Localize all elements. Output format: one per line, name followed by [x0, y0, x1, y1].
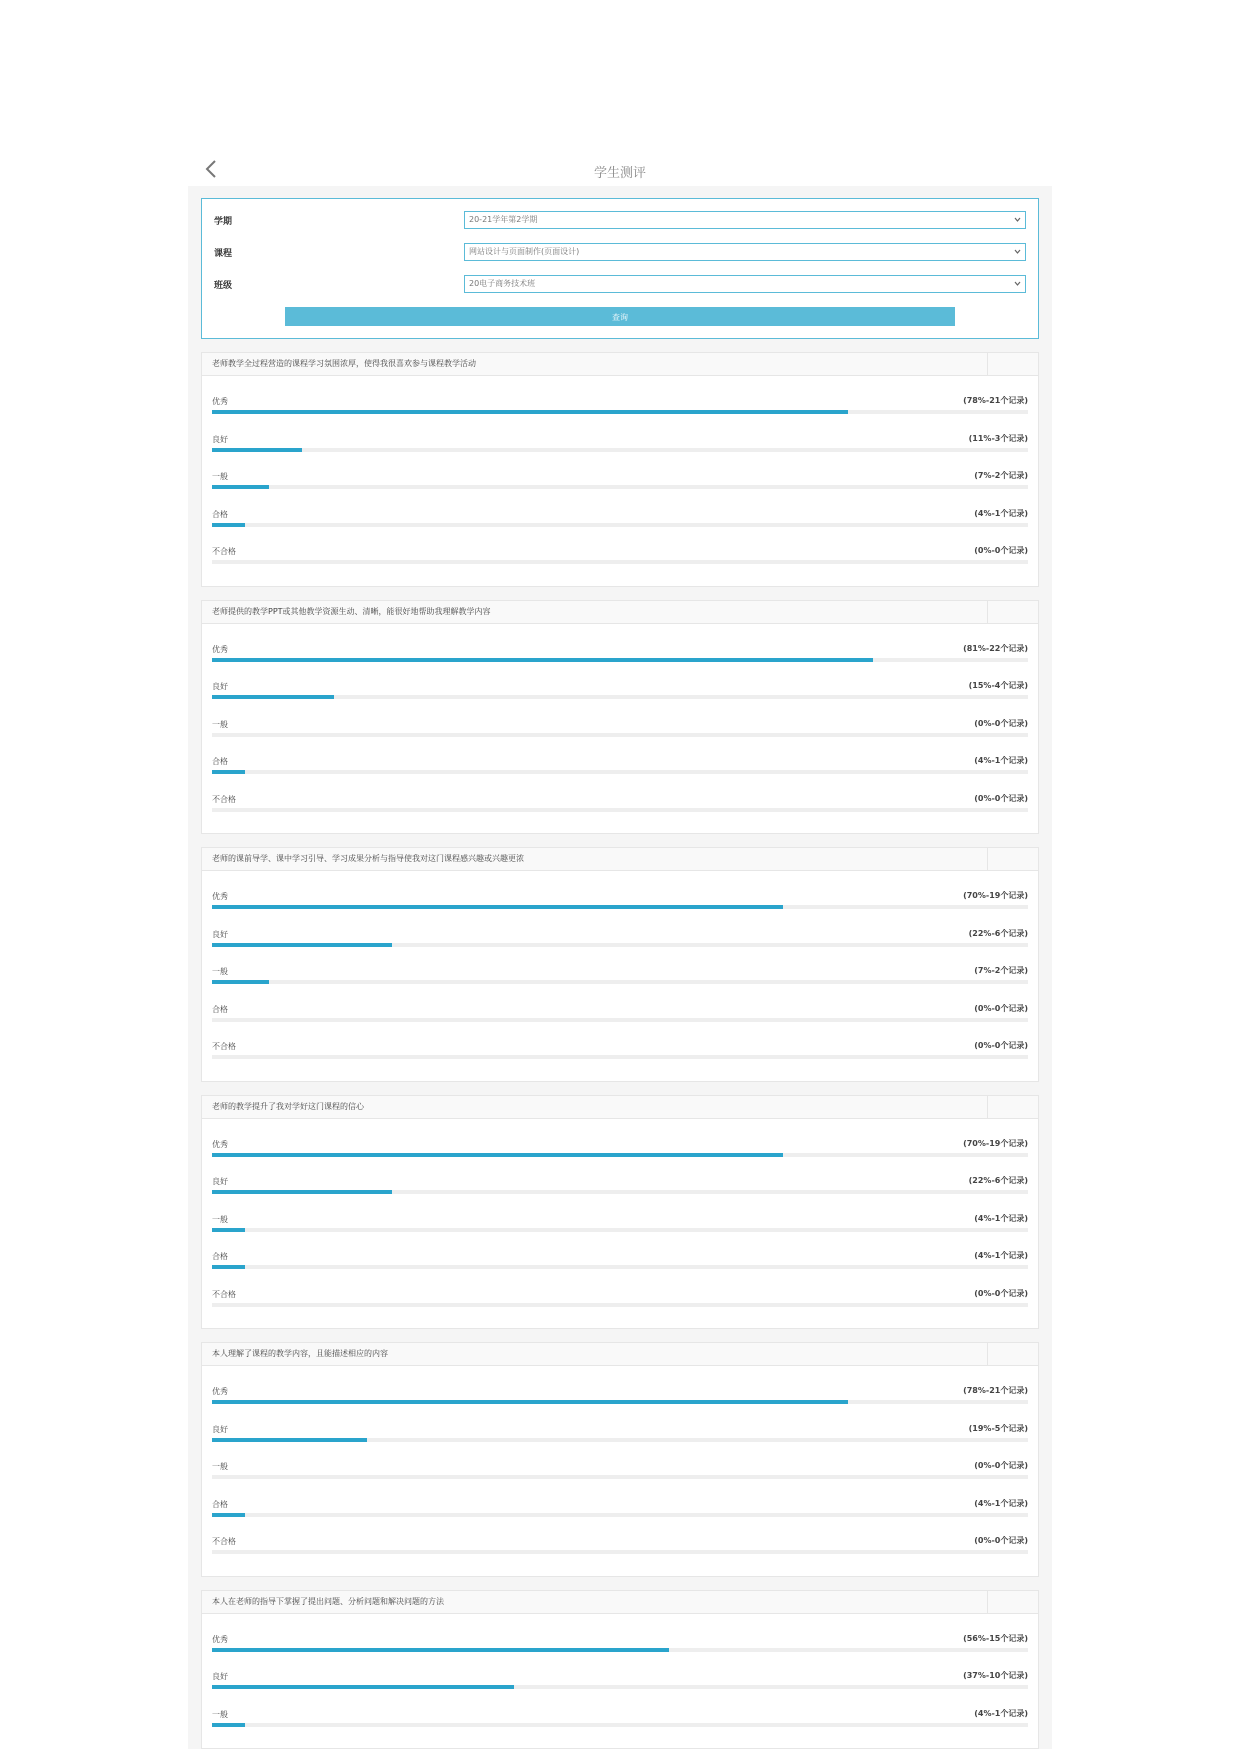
progress-fill — [212, 980, 269, 984]
rating-stat: (0%-0个记录) — [974, 1536, 1028, 1545]
rating-stat: (56%-15个记录) — [963, 1633, 1028, 1643]
progress-fill — [212, 658, 873, 662]
rating-list — [202, 624, 1038, 820]
progress-fill — [212, 695, 334, 699]
rating-row — [212, 384, 1028, 422]
rating-row — [212, 879, 1028, 917]
course-select[interactable] — [464, 243, 1026, 261]
content-area — [188, 186, 1052, 1749]
progress-fill — [212, 1153, 783, 1157]
term-select-value: 20-21学年第2学期 — [469, 215, 538, 224]
rating-stat: (0%-0个记录) — [974, 1003, 1028, 1013]
term-select[interactable] — [464, 211, 1026, 229]
progress-track — [212, 485, 1028, 489]
question-title — [202, 353, 1038, 376]
rating-stat: (4%-1个记录) — [974, 508, 1028, 518]
top-bar — [188, 150, 1052, 186]
progress-track — [212, 1550, 1028, 1554]
query-button[interactable]: 查询 — [285, 307, 955, 326]
rating-list — [202, 1366, 1038, 1562]
rating-label: 良好 — [212, 1672, 228, 1681]
progress-fill — [212, 1190, 392, 1194]
rating-label: 优秀 — [212, 644, 228, 654]
progress-track — [212, 1400, 1028, 1404]
question-title-text: 老师的教学提升了我对学好这门课程的信心 — [212, 1101, 364, 1111]
rating-stat: (0%-0个记录) — [974, 718, 1028, 728]
rating-row — [212, 1239, 1028, 1277]
question-title — [202, 601, 1038, 624]
rating-label: 良好 — [212, 1424, 228, 1434]
rating-list — [202, 1614, 1038, 1735]
question-header-cell — [987, 1096, 1038, 1118]
rating-stat: (78%-21个记录) — [963, 396, 1028, 405]
progress-track — [212, 733, 1028, 737]
rating-label: 一般 — [212, 1214, 228, 1224]
question-title — [202, 1096, 1038, 1119]
progress-track — [212, 808, 1028, 812]
question-title — [202, 1343, 1038, 1366]
rating-stat: (0%-0个记录) — [974, 1041, 1028, 1050]
progress-fill — [212, 905, 783, 909]
progress-track — [212, 980, 1028, 984]
chevron-down-icon — [1014, 217, 1021, 223]
chevron-down-icon — [1014, 281, 1021, 287]
rating-stat: (4%-1个记录) — [974, 1498, 1028, 1508]
progress-fill — [212, 410, 848, 414]
progress-track — [212, 1228, 1028, 1232]
rating-row — [212, 1487, 1028, 1525]
rating-label: 不合格 — [212, 794, 236, 804]
question-card — [201, 600, 1039, 835]
rating-row — [212, 1164, 1028, 1202]
rating-label: 不合格 — [212, 1537, 236, 1546]
progress-track — [212, 1018, 1028, 1022]
rating-row — [212, 669, 1028, 707]
rating-stat: (7%-2个记录) — [974, 471, 1028, 480]
rating-label: 一般 — [212, 719, 228, 729]
progress-track — [212, 1685, 1028, 1689]
rating-label: 合格 — [212, 1499, 228, 1509]
rating-stat: (0%-0个记录) — [974, 1288, 1028, 1298]
progress-fill — [212, 1438, 367, 1442]
rating-row — [212, 707, 1028, 745]
progress-track — [212, 943, 1028, 947]
question-list — [201, 352, 1039, 1749]
question-title — [202, 848, 1038, 871]
rating-row — [212, 954, 1028, 992]
progress-fill — [212, 448, 302, 452]
rating-row — [212, 1659, 1028, 1697]
rating-stat: (19%-5个记录) — [968, 1423, 1028, 1433]
progress-track — [212, 1438, 1028, 1442]
rating-row — [212, 459, 1028, 497]
progress-track — [212, 1513, 1028, 1517]
question-title-text: 老师教学全过程营造的课程学习氛围浓厚，使得我很喜欢参与课程教学活动 — [212, 359, 476, 368]
rating-label: 不合格 — [212, 547, 236, 556]
progress-fill — [212, 1648, 669, 1652]
question-title-text: 老师的课前导学、课中学习引导、学习成果分析与指导使我对这门课程感兴趣或兴趣更浓 — [212, 854, 524, 863]
progress-track — [212, 695, 1028, 699]
filter-panel — [201, 198, 1039, 339]
progress-track — [212, 1265, 1028, 1269]
rating-label: 一般 — [212, 1709, 228, 1719]
rating-row — [212, 1697, 1028, 1735]
rating-stat: (15%-4个记录) — [968, 681, 1028, 690]
rating-stat: (70%-19个记录) — [963, 1138, 1028, 1148]
rating-list — [202, 1119, 1038, 1315]
progress-track — [212, 770, 1028, 774]
progress-track — [212, 1055, 1028, 1059]
class-select[interactable] — [464, 275, 1026, 293]
rating-stat: (4%-1个记录) — [974, 1213, 1028, 1223]
rating-stat: (22%-6个记录) — [968, 1176, 1028, 1185]
rating-row — [212, 1127, 1028, 1165]
class-select-value: 20电子商务技术班 — [469, 279, 536, 288]
question-title-text: 老师提供的教学PPT或其他教学资源生动、清晰，能很好地帮助我理解教学内容 — [212, 606, 491, 616]
rating-row — [212, 534, 1028, 572]
progress-fill — [212, 943, 392, 947]
question-header-cell — [987, 1343, 1038, 1365]
question-card — [201, 352, 1039, 587]
progress-fill — [212, 1400, 848, 1404]
rating-label: 良好 — [212, 1177, 228, 1186]
question-title — [202, 1591, 1038, 1614]
progress-track — [212, 1723, 1028, 1727]
question-title-text: 本人在老师的指导下掌握了提出问题、分析问题和解决问题的方法 — [212, 1596, 444, 1606]
rating-label: 一般 — [212, 472, 228, 481]
progress-track — [212, 410, 1028, 414]
question-card — [201, 847, 1039, 1082]
rating-label: 合格 — [212, 757, 228, 766]
course-select-value: 网站设计与页面制作(页面设计) — [469, 247, 580, 256]
progress-fill — [212, 1685, 514, 1689]
rating-row — [212, 1412, 1028, 1450]
rating-label: 一般 — [212, 967, 228, 976]
progress-track — [212, 560, 1028, 564]
question-card — [201, 1342, 1039, 1577]
progress-fill — [212, 1513, 245, 1517]
page-title: 学生测评 — [593, 166, 646, 181]
progress-track — [212, 1190, 1028, 1194]
chevron-down-icon — [1014, 249, 1021, 255]
question-title-text: 本人理解了课程的教学内容，且能描述相应的内容 — [212, 1349, 388, 1358]
rating-stat: (11%-3个记录) — [968, 433, 1028, 443]
question-header-cell — [987, 1591, 1038, 1613]
progress-track — [212, 1648, 1028, 1652]
term-label: 学期 — [214, 217, 233, 227]
rating-stat: (78%-21个记录) — [963, 1386, 1028, 1395]
rating-label: 优秀 — [212, 1387, 228, 1396]
rating-row — [212, 1374, 1028, 1412]
progress-track — [212, 523, 1028, 527]
course-row — [214, 243, 1026, 263]
progress-track — [212, 1475, 1028, 1479]
progress-fill — [212, 523, 245, 527]
rating-label: 合格 — [212, 509, 228, 519]
question-header-cell — [987, 353, 1038, 375]
rating-label: 优秀 — [212, 1139, 228, 1149]
progress-fill — [212, 1228, 245, 1232]
progress-track — [212, 1303, 1028, 1307]
rating-stat: (4%-1个记录) — [974, 1708, 1028, 1718]
rating-row — [212, 1449, 1028, 1487]
question-header-cell — [987, 601, 1038, 623]
progress-fill — [212, 485, 269, 489]
rating-label: 优秀 — [212, 397, 228, 406]
rating-label: 一般 — [212, 1462, 228, 1471]
course-label: 课程 — [214, 249, 233, 259]
rating-label: 不合格 — [212, 1289, 236, 1299]
rating-stat: (0%-0个记录) — [974, 546, 1028, 555]
rating-label: 优秀 — [212, 1634, 228, 1644]
class-label: 班级 — [214, 281, 233, 291]
question-card — [201, 1590, 1039, 1750]
rating-row — [212, 744, 1028, 782]
rating-row — [212, 1029, 1028, 1067]
rating-row — [212, 992, 1028, 1030]
rating-stat: (4%-1个记录) — [974, 756, 1028, 765]
rating-row — [212, 1524, 1028, 1562]
rating-list — [202, 376, 1038, 572]
question-header-cell — [987, 848, 1038, 870]
question-card — [201, 1095, 1039, 1330]
rating-row — [212, 1622, 1028, 1660]
rating-stat: (22%-6个记录) — [968, 928, 1028, 938]
rating-label: 不合格 — [212, 1042, 236, 1051]
rating-stat: (81%-22个记录) — [963, 643, 1028, 653]
progress-fill — [212, 1265, 245, 1269]
progress-track — [212, 1153, 1028, 1157]
rating-stat: (37%-10个记录) — [963, 1671, 1028, 1680]
rating-row — [212, 632, 1028, 670]
rating-label: 优秀 — [212, 892, 228, 901]
term-row — [214, 211, 1026, 231]
rating-stat: (0%-0个记录) — [974, 793, 1028, 803]
rating-label: 合格 — [212, 1004, 228, 1014]
rating-stat: (70%-19个记录) — [963, 891, 1028, 900]
rating-label: 良好 — [212, 682, 228, 691]
progress-track — [212, 905, 1028, 909]
rating-row — [212, 782, 1028, 820]
rating-stat: (7%-2个记录) — [974, 966, 1028, 975]
progress-fill — [212, 1723, 245, 1727]
rating-label: 良好 — [212, 434, 228, 444]
rating-stat: (0%-0个记录) — [974, 1461, 1028, 1470]
evaluation-page — [188, 150, 1052, 1749]
rating-row — [212, 1202, 1028, 1240]
rating-label: 良好 — [212, 929, 228, 939]
rating-stat: (4%-1个记录) — [974, 1251, 1028, 1260]
progress-track — [212, 448, 1028, 452]
progress-track — [212, 658, 1028, 662]
class-row — [214, 275, 1026, 295]
rating-label: 合格 — [212, 1252, 228, 1261]
rating-row — [212, 422, 1028, 460]
rating-row — [212, 497, 1028, 535]
rating-row — [212, 917, 1028, 955]
progress-fill — [212, 770, 245, 774]
rating-row — [212, 1277, 1028, 1315]
rating-list — [202, 871, 1038, 1067]
